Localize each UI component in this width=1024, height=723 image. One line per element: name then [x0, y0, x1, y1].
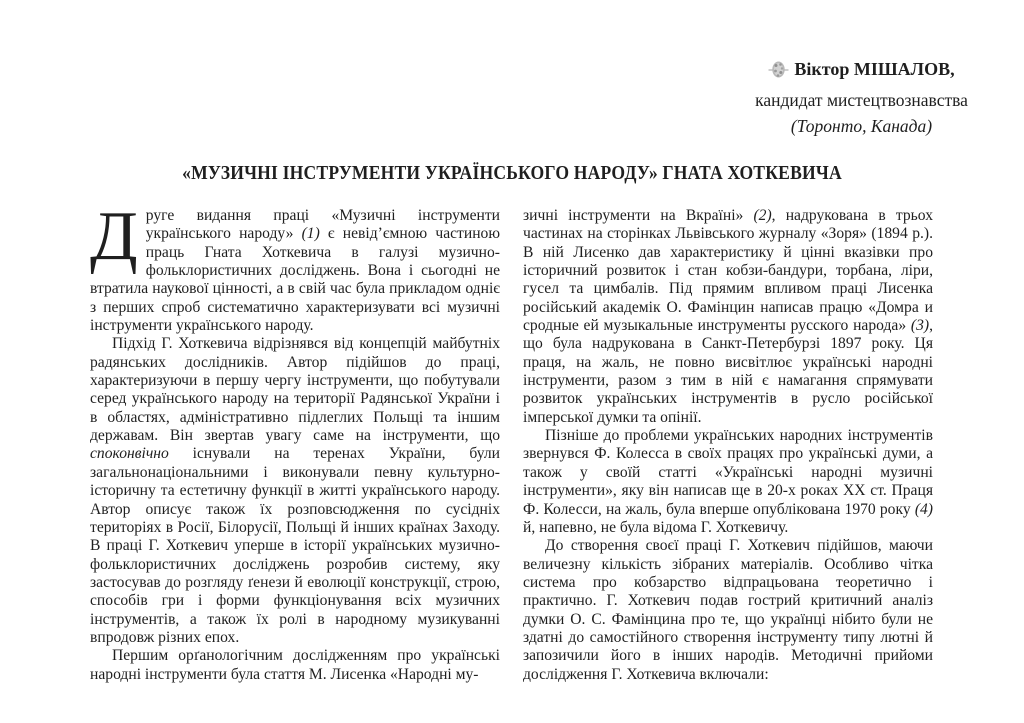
article-body	[90, 198, 934, 684]
author-block	[720, 56, 1003, 139]
author-location: (Торонто, Канада)	[790, 116, 933, 136]
author-degree: кандидат мистецтвознавства	[755, 90, 968, 110]
dropcap-letter: Д	[90, 198, 138, 275]
left-column	[90, 198, 500, 684]
article-title: «МУЗИЧНІ ІНСТРУМЕНТИ УКРАЇНСЬКОГО НАРОДУ» ГНАТА ХОТКЕВИЧА	[182, 162, 842, 184]
body-paragraph: Пізніше до проблеми українських народних інструментів звернувся Ф. Колесса в своїх працях про українські думи, а також у своїй статті «Українські народні музичні інструменти», яку він написав ще в 20-х роках ХХ ст. Праця Ф. Колесси, на жаль, була вперше опублікована 1970 року (4) й, напевно, не була відома Г. Хоткевичу.	[523, 427, 933, 536]
right-column	[523, 207, 933, 684]
body-paragraph: Першим орґанологічним дослідженням про українські народні інструменти була стаття М. Лисенка «Народні му-	[90, 647, 500, 683]
body-paragraph: Друге видання праці «Музичні інструменти українського народу» (1) є невід’ємною частиною праць Гната Хоткевича в галузі музично-фольклористичних досліджень. Вона і сьогодні не втратила наукової цінності, а в свій час була прикладом одніє з перших спроб систематично характеризувати всі музичні інструменти українського народу.	[90, 198, 500, 335]
author-name: Віктор МІШАЛОВ,	[794, 59, 955, 79]
body-paragraph: Підхід Г. Хоткевича відрізнявся від концепцій майбутніх радянських дослідників. Автор підійшов до праці, характеризуючи в першу чергу інструменти, що побутували серед українського народу на території Радянської України і в областях, адміністративно підлеглих Польщі та іншим державам. Він звертав увагу саме на інструменти, що споконвічно існували на теренах України, були загальнонаціональними і виконували певну культурно-історичну та естетичну функції в житті українського народу. Автор описує також їх розповсюдження по сусідніх територіях в Росії, Білорусії, Польщі й інших країнах Заходу. В праці Г. Хоткевич уперше в історії українських музично-фольклористичних досліджень розробив систему, яку застосував до розгляду ґенези й еволюції конструкції, строю, способів гри і форми функціонування всіх музичних інструментів, а також їх ролі в народному музикуванні впродовж різних епох.	[90, 335, 500, 646]
author-name-line	[720, 56, 1003, 87]
body-paragraph: До створення своєї праці Г. Хоткевич підійшов, маючи величезну кількість зібраних матеріалів. Особливо чітка система про кобзарство відпрацьована теоретично і практично. Г. Хоткевич подав гострий критичний аналіз думки О. С. Фамінцина про те, що українці нібито були не здатні до самостійного створення інструменту типу лютні й запозичили його в інших народів. Методичні прийоми дослідження Г. Хоткевича включали:	[523, 537, 933, 683]
fleuron-ornament-icon	[768, 59, 789, 87]
body-paragraph: зичні інструменти на Вкраїні» (2), надрукована в трьох частинах на сторінках Львівського журналу «Зоря» (1894 р.). В ній Лисенко дав характеристику й цінні вказівки про історичний розвиток і стан кобзи-бандури, торбана, ліри, гусел та цимбалів. Під прямим впливом праці Лисенка російський академік О. Фамінцин написав працю «Домра и сродные ей музыкальные инструменты русского народа» (3), що була надрукована в Санкт-Петербурзі 1897 року. Ця праця, на жаль, не повно висвітлює українські народні інструменти, разом з тим в ній є намагання спрямувати розвиток українських інструментів в русло російської імперської думки та опінії.	[523, 207, 933, 426]
